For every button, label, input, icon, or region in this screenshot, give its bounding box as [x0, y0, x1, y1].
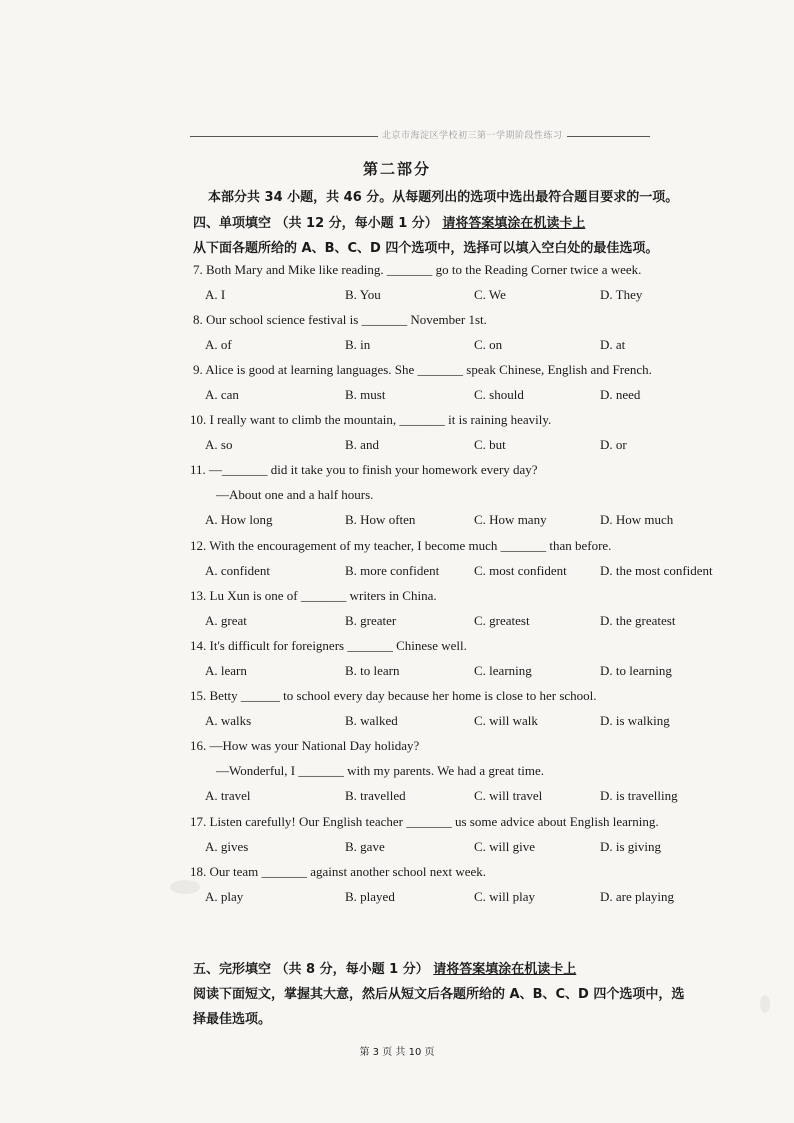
answer-option: C. but: [474, 437, 506, 452]
answer-option: D. the most confident: [600, 563, 713, 578]
question-stem: 11. —_______ did it take you to finish your homework every day?: [190, 462, 538, 477]
answer-option: D. They: [600, 287, 643, 302]
section-five-instruction-1: 阅读下面短文，掌握其大意，然后从短文后各题所给的 A、B、C、D 四个选项中，选: [193, 987, 685, 1002]
answer-option: D. are playing: [600, 889, 675, 904]
question-stem: 18. Our team _______ against another school next week.: [190, 864, 487, 879]
answer-option: C. will give: [474, 839, 536, 854]
scan-smudge: [170, 880, 200, 894]
section-four-title: 四、单项填空 （共 12 分，每小题 1 分）: [193, 216, 438, 231]
answer-option: A. so: [205, 437, 233, 452]
answer-option: D. at: [600, 337, 626, 352]
section-five-note: 请将答案填涂在机读卡上: [433, 962, 577, 977]
answer-option: B. greater: [345, 613, 397, 628]
page-footer: 第 3 页 共 10 页: [359, 1047, 435, 1058]
answer-option: A. can: [205, 387, 239, 402]
part-intro: 本部分共 34 小题，共 46 分。从每题列出的选项中选出最符合题目要求的一项。: [208, 190, 679, 205]
answer-option: B. You: [345, 287, 381, 302]
answer-option: D. or: [600, 437, 627, 452]
answer-option: B. more confident: [345, 563, 440, 578]
header-stamp: 北京市海淀区学校初三第一学期阶段性练习: [378, 128, 567, 141]
answer-option: B. in: [345, 337, 371, 352]
answer-option: A. I: [205, 287, 226, 302]
answer-option: D. is walking: [600, 713, 670, 728]
question-stem-reply: —About one and a half hours.: [216, 487, 374, 502]
answer-option: A. play: [205, 889, 244, 904]
answer-option: C. on: [474, 337, 503, 352]
answer-option: B. How often: [345, 512, 416, 527]
answer-option: B. played: [345, 889, 395, 904]
answer-option: D. the greatest: [600, 613, 676, 628]
question-stem: 17. Listen carefully! Our English teacher _______ us some advice about English learning.: [190, 814, 659, 829]
section-four-heading: [193, 212, 585, 231]
section-five-heading: [193, 958, 576, 977]
question-stem: 16. —How was your National Day holiday?: [190, 738, 420, 753]
question-stem: 15. Betty ______ to school every day because her home is close to her school.: [190, 688, 597, 703]
answer-option: C. most confident: [474, 563, 567, 578]
answer-option: A. How long: [205, 512, 273, 527]
answer-option: C. greatest: [474, 613, 530, 628]
answer-option: D. is giving: [600, 839, 662, 854]
answer-option: A. travel: [205, 788, 251, 803]
question-stem: 10. I really want to climb the mountain, _______ it is raining heavily.: [190, 412, 552, 427]
answer-option: A. confident: [205, 563, 270, 578]
answer-option: B. and: [345, 437, 379, 452]
answer-option: D. to learning: [600, 663, 672, 678]
answer-option: B. to learn: [345, 663, 400, 678]
answer-option: C. will travel: [474, 788, 543, 803]
answer-option: B. must: [345, 387, 386, 402]
question-stem-reply: —Wonderful, I _______ with my parents. We had a great time.: [216, 763, 545, 778]
section-four-note: 请将答案填涂在机读卡上: [442, 216, 586, 231]
scan-smudge: [760, 995, 770, 1013]
answer-option: A. learn: [205, 663, 247, 678]
section-five-instruction-2: 择最佳选项。: [193, 1012, 272, 1027]
answer-option: B. travelled: [345, 788, 406, 803]
answer-option: A. walks: [205, 713, 252, 728]
answer-option: D. How much: [600, 512, 674, 527]
question-stem: 8. Our school science festival is _______ November 1st.: [193, 312, 487, 327]
section-five-title: 五、完形填空 （共 8 分，每小题 1 分）: [193, 962, 429, 977]
answer-option: D. need: [600, 387, 641, 402]
answer-option: C. learning: [474, 663, 532, 678]
question-stem: 13. Lu Xun is one of _______ writers in China.: [190, 588, 437, 603]
part-title: 第二部分: [362, 160, 431, 178]
answer-option: B. walked: [345, 713, 398, 728]
answer-option: B. gave: [345, 839, 385, 854]
answer-option: C. How many: [474, 512, 547, 527]
section-four-instruction: 从下面各题所给的 A、B、C、D 四个选项中，选择可以填入空白处的最佳选项。: [193, 241, 659, 256]
question-stem: 7. Both Mary and Mike like reading. _______ go to the Reading Corner twice a week.: [193, 262, 642, 277]
answer-option: C. should: [474, 387, 524, 402]
answer-option: C. We: [474, 287, 506, 302]
question-stem: 12. With the encouragement of my teacher, I become much _______ than before.: [190, 538, 612, 553]
answer-option: C. will walk: [474, 713, 538, 728]
answer-option: D. is travelling: [600, 788, 678, 803]
answer-option: A. gives: [205, 839, 249, 854]
question-stem: 14. It's difficult for foreigners _______ Chinese well.: [190, 638, 467, 653]
answer-option: C. will play: [474, 889, 536, 904]
answer-option: A. great: [205, 613, 247, 628]
answer-option: A. of: [205, 337, 232, 352]
question-stem: 9. Alice is good at learning languages. She _______ speak Chinese, English and French.: [193, 362, 652, 377]
